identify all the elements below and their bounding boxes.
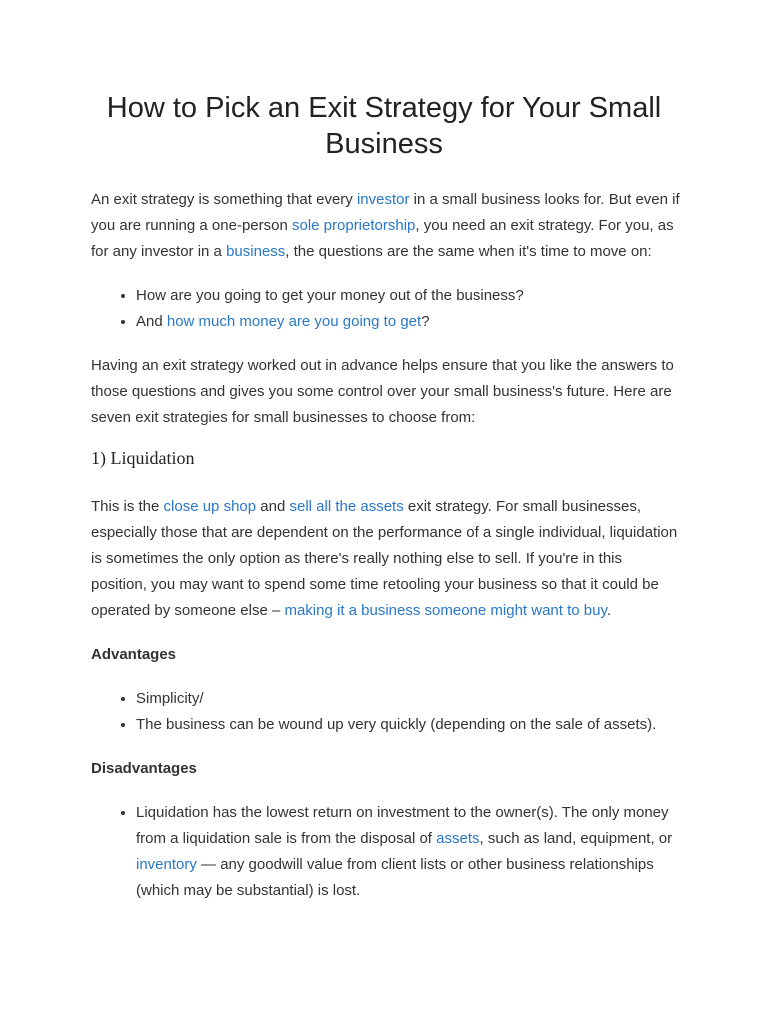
question-1-text: How are you going to get your money out of the business? (136, 287, 524, 304)
list-item: • The business can be wound up very quickly (depending on the sale of assets). (136, 712, 681, 738)
intro-text-3: , you need an exit strategy. For you, as for any investor in a (91, 217, 674, 260)
investor-link[interactable]: investor (356, 191, 410, 208)
business-link[interactable]: business (226, 243, 286, 260)
disadvantages-list (91, 800, 681, 904)
list-item (136, 283, 681, 309)
assets-link[interactable]: assets (436, 830, 480, 847)
questions-list (91, 283, 681, 335)
intro-paragraph (91, 187, 681, 265)
intro-text-1: An exit strategy is something that every (91, 191, 357, 208)
liquidation-text-2: and (256, 498, 290, 515)
article-body (91, 187, 681, 904)
advantages-list (91, 686, 681, 738)
question-2-suffix: ? (421, 313, 430, 330)
list-item (136, 800, 681, 904)
close-up-shop-link[interactable]: close up shop (163, 498, 257, 515)
making-it-a-business-link[interactable]: making it a business someone might want to buy (284, 602, 607, 619)
strategy-intro-paragraph: Having an exit strategy worked out in advance helps ensure that you like the answers to those questions and gives you some control over your small business's future. Here are seven exit strategies for small businesses to choose from: (91, 357, 674, 426)
page-title: How to Pick an Exit Strategy for Your Small Business (106, 92, 662, 160)
list-item: • Simplicity/ (136, 686, 681, 712)
sell-all-assets-link[interactable]: sell all the assets (289, 498, 404, 515)
inventory-link[interactable]: inventory (136, 856, 197, 873)
how-much-money-link[interactable]: how much money are you going to get (166, 313, 422, 330)
question-2-prefix: And (136, 313, 167, 330)
disadvantage-text-2: , such as land, equipment, or (479, 830, 673, 847)
disadvantage-text-1: Liquidation has the lowest return on investment to the owner(s). The only money from a liquidation sale is from the disposal of (136, 804, 669, 847)
sole-proprietorship-link[interactable]: sole proprietorship (291, 217, 416, 234)
section-heading-liquidation: 1) Liquidation (91, 448, 195, 468)
advantages-heading: Advantages (91, 646, 177, 663)
intro-text-2: in a small business looks for. But even if you are running a one-person (91, 191, 680, 234)
liquidation-paragraph (91, 494, 681, 624)
liquidation-text-3: exit strategy. For small businesses, especially those that are dependent on the performance of a single individual, liquidation is sometimes the only option as there's really nothing else to sell. If you're in this position, you may want to spend some time retooling your business so that it could be operated by someone else – (91, 498, 678, 619)
list-item (136, 309, 681, 335)
liquidation-text-1: This is the (91, 498, 164, 515)
intro-text-4: , the questions are the same when it's time to move on: (285, 243, 652, 260)
disadvantages-heading: Disadvantages (91, 760, 197, 777)
disadvantage-text-3: — any goodwill value from client lists or other business relationships (which may be substantial) is lost. (136, 856, 654, 899)
liquidation-text-4: . (606, 602, 612, 619)
